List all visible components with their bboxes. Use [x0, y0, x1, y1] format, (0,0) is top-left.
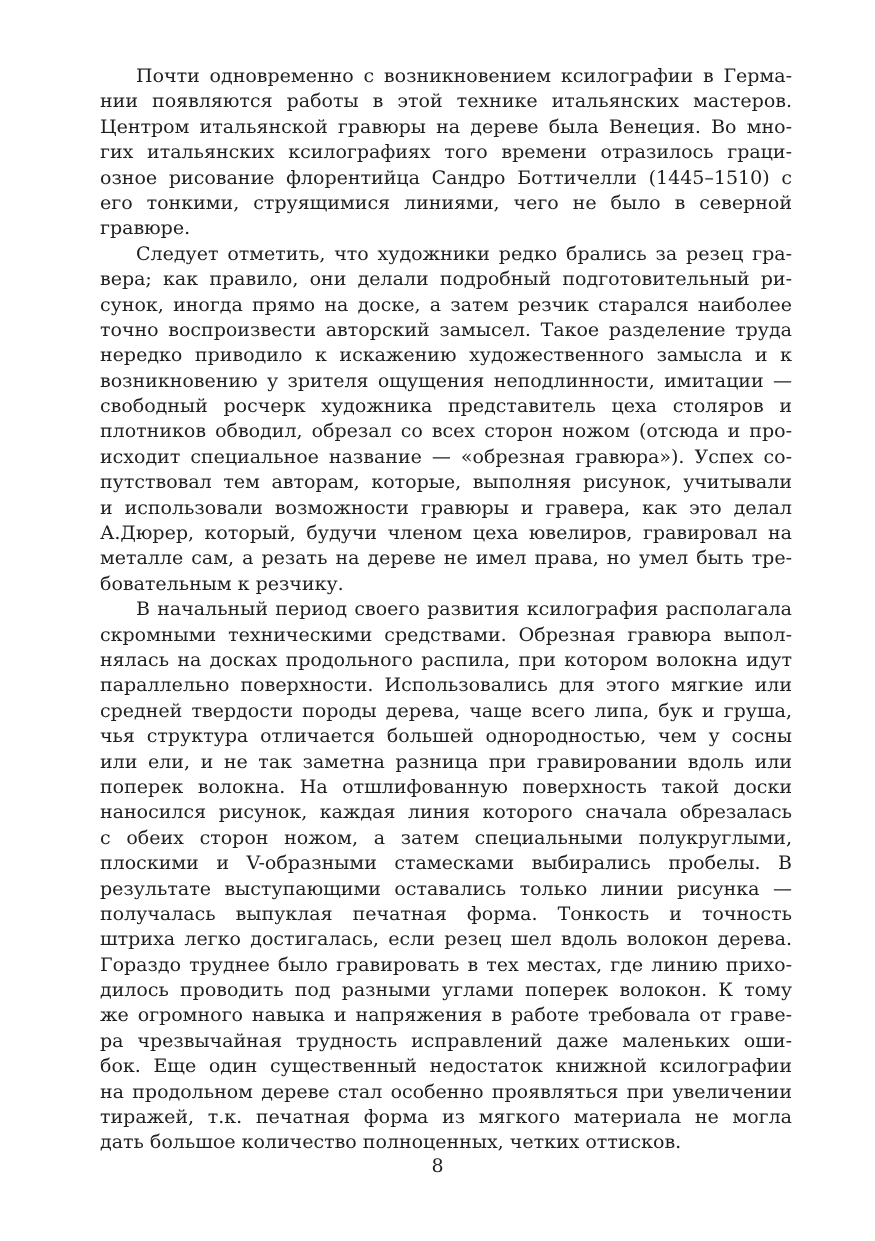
text-line: тиражей, т.к. печатная форма из мягкого материала не могла	[100, 1106, 792, 1129]
text-line: с обеих сторон ножом, а затем специальными полукруглыми,	[100, 826, 792, 849]
text-line: озное рисование флорентийца Сандро Боттичелли (1445–1510) с	[100, 166, 792, 189]
text-line: точно воспроизвести авторский замысел. Такое разделение труда	[100, 318, 792, 341]
text-line: ра чрезвычайная трудность исправлений даже маленьких оши-	[100, 1029, 792, 1052]
text-line: бок. Еще один существенный недостаток книжной ксилографии	[100, 1055, 792, 1078]
text-line: и использовали возможности гравюры и гравера, как это делал	[100, 496, 792, 519]
page-number: 8	[431, 1155, 444, 1177]
text-line: скромными техническими средствами. Обрезная гравюра выпол-	[100, 623, 792, 646]
text-line: свободный росчерк художника представитель цеха столяров и	[100, 395, 792, 418]
text-line: результате выступающими оставались только линии рисунка —	[100, 877, 792, 900]
paragraph	[100, 242, 792, 597]
text-line: путствовал тем авторам, которые, выполняя рисунок, учитывали	[100, 471, 792, 494]
text-line: на продольном дереве стал особенно проявляться при увеличении	[100, 1080, 792, 1103]
text-line: А.Дюрер, который, будучи членом цеха ювелиров, гравировал на	[100, 522, 792, 545]
paragraph	[100, 597, 792, 1156]
text-line: плоскими и V-образными стамесками выбирались пробелы. В	[100, 852, 792, 875]
text-line: В начальный период своего развития ксилография располагала	[136, 598, 792, 621]
text-line: плотников обводил, обрезал со всех сторон ножом (отсюда и про-	[100, 420, 792, 443]
text-line: возникновению у зрителя ощущения неподлинности, имитации —	[100, 369, 792, 392]
text-line: нии появляются работы в этой технике итальянских мастеров.	[100, 90, 792, 113]
text-line: или ели, и не так заметна разница при гравировании вдоль или	[100, 750, 792, 773]
text-line: гравюре.	[100, 217, 191, 240]
text-line: наносился рисунок, каждая линия которого сначала обрезалась	[100, 801, 792, 824]
text-line: сунок, иногда прямо на доске, а затем резчик старался наиболее	[100, 293, 792, 316]
text-line: Почти одновременно с возникновением ксилографии в Герма-	[136, 65, 792, 87]
text-line: Гораздо труднее было гравировать в тех местах, где линию прихо-	[100, 953, 792, 976]
text-line: же огромного навыка и напряжения в работе требовала от граве-	[100, 1004, 792, 1027]
text-line: гих итальянских ксилографиях того времени отразилось граци-	[100, 141, 792, 164]
text-line: Центром итальянской гравюры на дереве была Венеция. Во мно-	[100, 115, 792, 138]
text-line: получалась выпуклая печатная форма. Тонкость и точность	[100, 902, 792, 925]
text-line: бовательным к резчику.	[100, 572, 344, 595]
paragraph	[100, 64, 792, 242]
text-line: штриха легко достигалась, если резец шел вдоль волокон дерева.	[100, 928, 792, 951]
body-text	[100, 64, 792, 1156]
text-line: нередко приводило к искажению художественного замысла и к	[100, 344, 792, 367]
text-line: средней твердости породы дерева, чаще всего липа, бук и груша,	[100, 699, 792, 722]
text-line: дилось проводить под разными углами поперек волокон. К тому	[100, 979, 792, 1002]
text-line: его тонкими, струящимися линиями, чего не было в северной	[100, 191, 792, 214]
text-line: Следует отметить, что художники редко брались за резец гра-	[136, 242, 792, 265]
text-line: дать большое количество полноценных, четких оттисков.	[100, 1131, 682, 1154]
text-line: металле сам, а резать на дереве не имел права, но умел быть тре-	[100, 547, 792, 570]
text-line: чья структура отличается большей однородностью, чем у сосны	[100, 725, 792, 748]
text-line: исходит специальное название — «обрезная гравюра»). Успех со-	[100, 445, 792, 468]
text-line: поперек волокна. На отшлифованную поверхность такой доски	[100, 775, 792, 798]
text-line: вера; как правило, они делали подробный подготовительный ри-	[100, 268, 792, 291]
text-line: нялась на досках продольного распила, при котором волокна идут	[100, 648, 792, 671]
text-line: параллельно поверхности. Использовались для этого мягкие или	[100, 674, 792, 697]
